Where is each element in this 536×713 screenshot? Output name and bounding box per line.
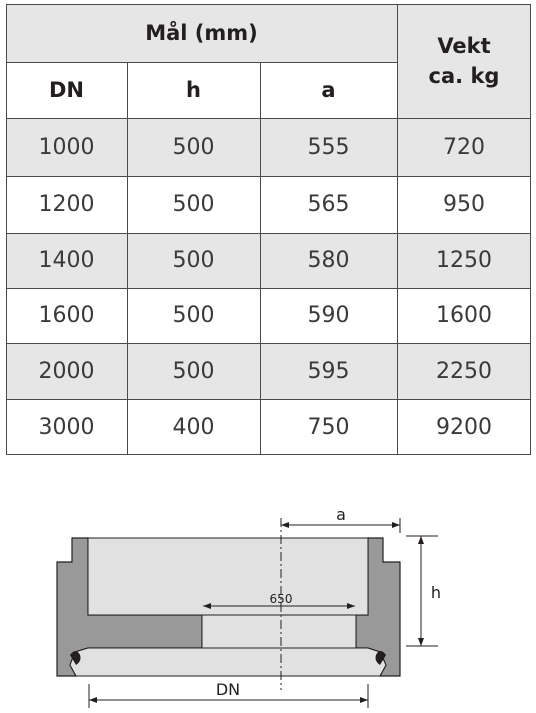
- table-cell: 1600: [397, 288, 531, 343]
- weight-header: Vekt ca. kg: [397, 4, 531, 118]
- dim-dn-arrow-left: [89, 697, 97, 703]
- table-cell: 950: [397, 176, 531, 233]
- table-cell: 3000: [6, 399, 127, 455]
- table-cell: 1400: [6, 233, 127, 288]
- inner-opening: [202, 615, 356, 648]
- column-header-a: a: [260, 62, 397, 118]
- table-cell: 590: [260, 288, 397, 343]
- table-cell: 1200: [6, 176, 127, 233]
- table-cell: 500: [127, 288, 260, 343]
- table-cell: 555: [260, 118, 397, 176]
- column-header-dn: DN: [6, 62, 127, 118]
- dim-h-arrow-top: [418, 536, 424, 544]
- bottom-rebate: [70, 648, 386, 676]
- dim-dn-label: DN: [215, 680, 241, 699]
- table-cell: 580: [260, 233, 397, 288]
- dim-h-label: h: [430, 583, 442, 602]
- table-cell: 500: [127, 118, 260, 176]
- table-cell: 400: [127, 399, 260, 455]
- table-cell: 500: [127, 343, 260, 399]
- table-cell: 2250: [397, 343, 531, 399]
- dim-650-label: 650: [269, 592, 293, 606]
- dim-a-arrow-left: [281, 522, 289, 528]
- table-cell: 9200: [397, 399, 531, 455]
- table-cell: 500: [127, 233, 260, 288]
- dim-a-arrow-right: [392, 522, 400, 528]
- table-cell: 1600: [6, 288, 127, 343]
- group-header: Mål (mm): [6, 4, 397, 62]
- table-cell: 1250: [397, 233, 531, 288]
- column-header-h: h: [127, 62, 260, 118]
- inner-upper: [88, 538, 368, 615]
- dim-h-arrow-bottom: [418, 638, 424, 646]
- table-cell: 500: [127, 176, 260, 233]
- table-cell: 720: [397, 118, 531, 176]
- table-cell: 565: [260, 176, 397, 233]
- table-cell: 595: [260, 343, 397, 399]
- table-cell: 1000: [6, 118, 127, 176]
- dim-a-label: a: [336, 505, 346, 524]
- table-cell: 2000: [6, 343, 127, 399]
- dim-dn-arrow-right: [360, 697, 368, 703]
- table-cell: 750: [260, 399, 397, 455]
